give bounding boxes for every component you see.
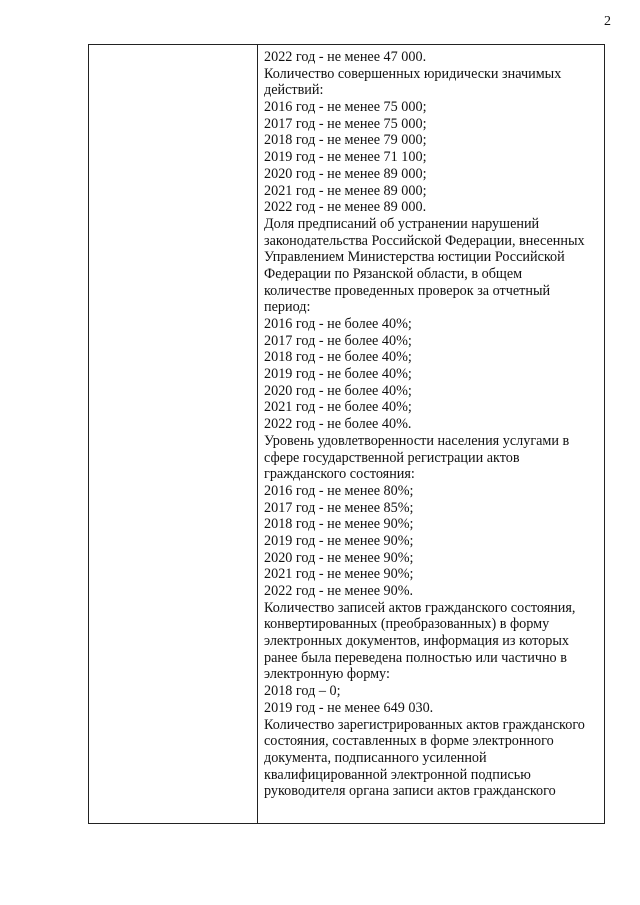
text-line: 2022 год - не менее 89 000. [264,199,427,216]
text-line: 2021 год - не более 40%; [264,399,412,416]
indicators-cell [264,49,600,800]
text-line: Уровень удовлетворенности населения услугами в [264,432,570,449]
text-line: 2019 год - не более 40%; [264,366,412,383]
text-line: Федерации по Рязанской области, в общем [264,265,523,282]
text-line: электронную форму: [264,666,390,683]
text-line: сфере государственной регистрации актов [264,449,520,466]
text-line: квалифицированной электронной подписью [264,766,531,783]
text-line: 2016 год - не менее 80%; [264,482,414,499]
text-line: 2022 год - не менее 90%. [264,583,414,599]
text-line: Количество совершенных юридически значимых [264,65,562,82]
text-line: состояния, составленных в форме электронного [264,733,554,750]
text-line: 2017 год - не менее 85%; [264,499,414,516]
text-line: 2018 год - не менее 79 000; [264,132,427,149]
text-line: 2017 год - не более 40%; [264,332,412,349]
document-table [88,44,605,824]
text-line: 2019 год - не менее 649 030. [264,699,434,716]
text-line: 2020 год - не менее 89 000; [264,165,427,182]
text-line: электронных документов, информация из которых [264,633,569,650]
text-line: 2017 год - не менее 75 000; [264,115,427,132]
text-line: документа, подписанного усиленной [264,749,487,766]
text-line: конвертированных (преобразованных) в форму [264,616,550,633]
text-line: период: [264,299,311,316]
text-line: 2018 год - не более 40%; [264,349,412,366]
text-line: 2019 год - не менее 90%; [264,532,414,549]
text-line: 2021 год - не менее 90%; [264,566,414,583]
text-line: Управлением Министерства юстиции Российской [264,249,565,266]
text-line: гражданского состояния: [264,466,415,483]
text-line: 2020 год - не менее 90%; [264,549,414,566]
text-line: 2018 год - не менее 90%; [264,516,414,533]
text-line: 2019 год - не менее 71 100; [264,149,427,166]
text-line: количестве проведенных проверок за отчетный [264,282,551,299]
page-number: 2 [604,14,611,29]
text-line: Количество записей актов гражданского состояния, [264,599,576,616]
text-line: 2021 год - не менее 89 000; [264,182,427,199]
text-line: 2022 год - не более 40%. [264,416,412,433]
text-line: действий: [264,82,324,99]
text-line: 2022 год - не менее 47 000. [264,49,427,65]
text-line: Доля предписаний об устранении нарушений [264,215,540,232]
text-line: законодательства Российской Федерации, внесенных [264,232,585,249]
text-line: Количество зарегистрированных актов гражданского [264,716,585,733]
column-divider [257,45,258,823]
text-line: 2020 год - не более 40%; [264,382,412,399]
text-line: ранее была переведена полностью или частично в [264,649,567,666]
text-line: руководителя органа записи актов гражданского [264,783,556,800]
text-line: 2016 год - не более 40%; [264,316,412,332]
text-line: 2016 год - не менее 75 000; [264,99,427,116]
text-line: 2018 год – 0; [264,683,341,700]
